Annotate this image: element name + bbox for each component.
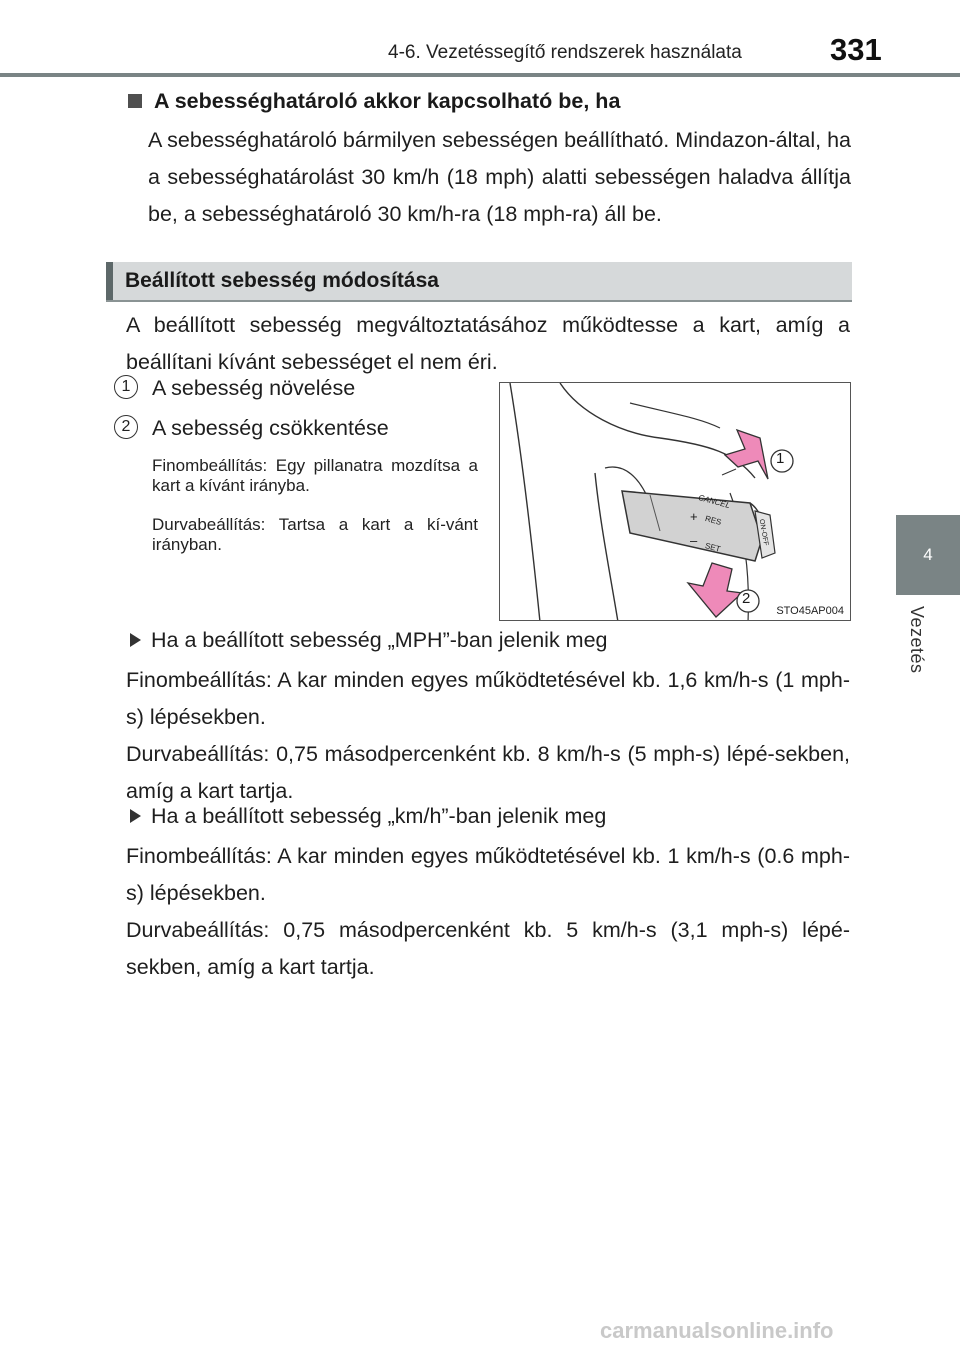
- mph-label-text: Ha a beállított sebesség „MPH”-ban jelenik meg: [151, 628, 608, 652]
- mph-label: [130, 628, 608, 653]
- section-heading-text: A sebességhatároló akkor kapcsolható be, ha: [154, 89, 621, 113]
- item-text-2: A sebesség csökkentése: [152, 416, 389, 440]
- paragraph-intro: A beállított sebesség megváltoztatásához működtesse a kart, amíg a beállítani kívánt sebességet el nem éri.: [126, 313, 850, 374]
- kmh-label: [130, 804, 606, 829]
- triangle-bullet-icon: [130, 633, 141, 647]
- chapter-label: Vezetés: [907, 606, 927, 674]
- chapter-tab: [896, 515, 960, 595]
- kmh-coarse: Durvabeállítás: 0,75 másodpercenként kb. 5 km/h-s (3,1 mph-s) lépé-sekben, amíg a kart tartja.: [126, 918, 850, 979]
- callout-2: 2: [742, 590, 751, 607]
- item-number-2: 2: [114, 415, 138, 439]
- header-rule: [0, 73, 960, 77]
- item-number-1: 1: [114, 375, 138, 399]
- section-title-bar: [106, 262, 852, 302]
- stalk-label-onoff: ON-OFF: [757, 518, 770, 547]
- stalk-label-res: RES: [704, 514, 723, 527]
- note-coarse: Durvabeállítás: Tartsa a kart a kí-vánt irányban.: [152, 515, 478, 554]
- paragraph-limiter-body: A sebességhatároló bármilyen sebességen beállítható. Mindazon-által, ha a sebességhatárolást 30 km/h (18 mph) alatti sebességen haladva állítja be, a sebességhatároló 30 km/h-ra (18 mph-ra) áll be.: [148, 128, 851, 226]
- square-bullet-icon: [128, 94, 142, 108]
- stalk-label-set: SET: [704, 541, 722, 554]
- chapter-number: 4: [923, 545, 933, 564]
- running-header: 4-6. Vezetéssegítő rendszerek használata: [388, 42, 742, 63]
- stalk-label-plus: +: [690, 509, 698, 524]
- stalk-drawing: [500, 383, 851, 621]
- kmh-fine: Finombeállítás: A kar minden egyes működtetésével kb. 1 km/h-s (0.6 mph-s) lépésekben.: [126, 844, 850, 905]
- figure-code: STO45AP004: [776, 605, 844, 617]
- triangle-bullet-icon: [130, 809, 141, 823]
- section-bar-accent: [106, 262, 113, 300]
- stalk-label-minus: –: [690, 533, 698, 548]
- section-title: Beállított sebesség módosítása: [125, 269, 439, 292]
- section-heading: [128, 89, 620, 114]
- item-text-1: A sebesség növelése: [152, 376, 356, 400]
- mph-fine: Finombeállítás: A kar minden egyes működtetésével kb. 1,6 km/h-s (1 mph-s) lépésekben.: [126, 668, 850, 729]
- kmh-label-text: Ha a beállított sebesség „km/h”-ban jelenik meg: [151, 804, 607, 828]
- stalk-illustration: [499, 382, 851, 621]
- page-number: 331: [830, 32, 882, 67]
- watermark: carmanualsonline.info: [600, 1318, 834, 1343]
- stalk-label-cancel: CANCEL: [697, 492, 732, 511]
- mph-coarse: Durvabeállítás: 0,75 másodpercenként kb. 8 km/h-s (5 mph-s) lépé-sekben, amíg a kart tartja.: [126, 742, 850, 803]
- callout-1: 1: [776, 450, 785, 467]
- note-fine: Finombeállítás: Egy pillanatra mozdítsa a kart a kívánt irányba.: [152, 456, 478, 495]
